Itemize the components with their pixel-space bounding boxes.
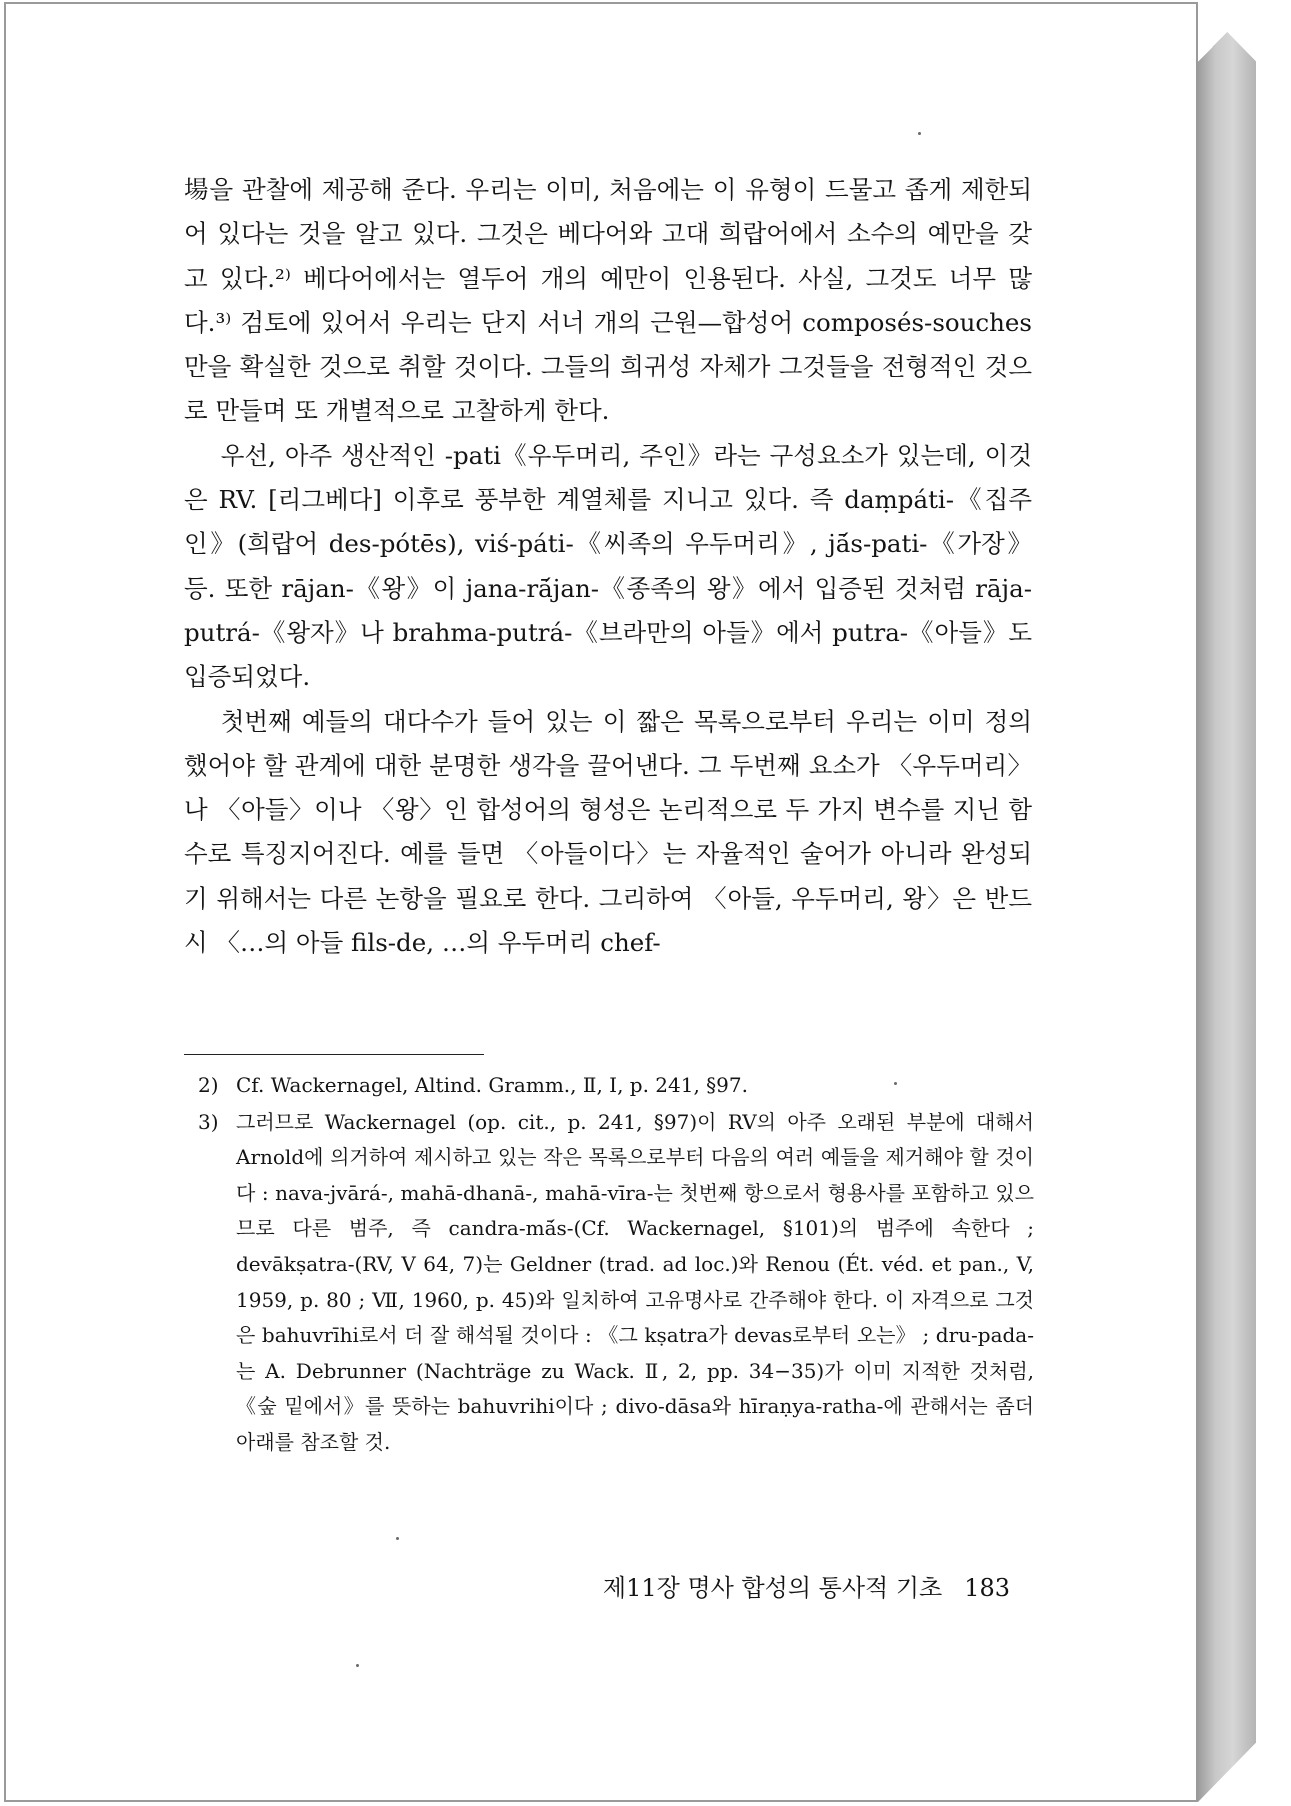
scan-speck bbox=[396, 1537, 399, 1540]
paragraph: 첫번째 예들의 대다수가 들어 있는 이 짧은 목록으로부터 우리는 이미 정의했어야 할 관계에 대한 분명한 생각을 끌어낸다. 그 두번째 요소가 〈우두머리〉나 〈아들〉이나 〈왕〉인 합성어의 형성은 논리적으로 두 가지 변수를 지닌 함수로 특징지어진다. 예를 들면 〈아들이다〉는 자율적인 술어가 아니라 완성되기 위해서는 다른 논항을 필요로 한다. 그리하여 〈아들, 우두머리, 왕〉은 반드시 〈…의 아들 fils-de, …의 우두머리 chef- bbox=[184, 706, 1032, 958]
footnote-text: Cf. Wackernagel, Altind. Gramm., Ⅱ, Ⅰ, p. 241, §97. bbox=[236, 1073, 748, 1097]
scan-speck bbox=[918, 132, 921, 135]
footnote-number: 2) bbox=[198, 1073, 219, 1097]
paragraph: 우선, 아주 생산적인 -pati《우두머리, 주인》라는 구성요소가 있는데, 이것은 RV. [리그베다] 이후로 풍부한 계열체를 지니고 있다. 즉 daṃpáti-《집주인》(희랍어 des-pótēs), viś-páti-《씨족의 우두머리》, jā́s-pati-《가장》 등. 또한 rājan-《왕》이 jana-rā́jan-《종족의 왕》에서 입증된 것처럼 rāja-putrá-《왕자》나 brahma-putrá-《브라만의 아들》에서 putra-《아들》도 입증되었다. bbox=[184, 440, 1032, 692]
page-stack-top bbox=[1198, 2, 1256, 62]
main-text bbox=[184, 168, 1032, 965]
scan-speck bbox=[356, 1664, 359, 1667]
chapter-title: 제11장 명사 합성의 통사적 기초 bbox=[602, 1574, 943, 1602]
footnote-text: 그러므로 Wackernagel (op. cit., p. 241, §97)이 RV의 아주 오래된 부분에 대해서 Arnold에 의거하여 제시하고 있는 작은 목록으로부터 다음의 여러 예들을 제거해야 할 것이다 : nava-jvārá-, mahā-dhanā-, mahā-vīra-는 첫번째 항으로서 형용사를 포함하고 있으므로 다른 범주, 즉 candra-mā́s-(Cf. Wackernagel, §101)의 범주에 속한다 ; devākṣatra-(RV, V 64, 7)는 Geldner (trad. ad loc.)와 Renou (Ét. véd. et pan., V, 1959, p. 80 ; Ⅶ, 1960, p. 45)와 일치하여 고유명사로 간주해야 한다. 이 자격으로 그것은 bahuvrīhi로서 더 잘 해석될 것이다 : 《그 kṣatra가 devas로부터 오는》 ; dru-pada-는 A. Debrunner (Nachträge zu Wack. Ⅱ, 2, pp. 34−35)가 이미 지적한 것처럼, 《숲 밑에서》를 뜻하는 bahuvrihi이다 ; divo-dāsa와 hīraṇya-ratha-에 관해서는 좀더 아래를 참조할 것. bbox=[236, 1109, 1034, 1454]
footnote-3 bbox=[198, 1105, 1034, 1461]
paragraph: 場을 관찰에 제공해 준다. 우리는 이미, 처음에는 이 유형이 드물고 좁게 제한되어 있다는 것을 알고 있다. 그것은 베다어와 고대 희랍어에서 소수의 예만을 갖고 있다.²⁾ 베다어에서는 열두어 개의 예만이 인용된다. 사실, 그것도 너무 많다.³⁾ 검토에 있어서 우리는 단지 서너 개의 근원—합성어 composés-souches만을 확실한 것으로 취할 것이다. 그들의 희귀성 자체가 그것들을 전형적인 것으로 만들며 또 개별적으로 고찰하게 한다. bbox=[184, 175, 1032, 426]
footnote-number: 3) bbox=[198, 1109, 219, 1134]
footnotes bbox=[198, 1068, 1034, 1462]
page-number: 183 bbox=[964, 1574, 1010, 1602]
running-footer bbox=[570, 1570, 1010, 1606]
footnote-separator bbox=[184, 1054, 484, 1055]
page-stack-edge bbox=[1198, 2, 1256, 1802]
footnote-2 bbox=[198, 1068, 1034, 1104]
